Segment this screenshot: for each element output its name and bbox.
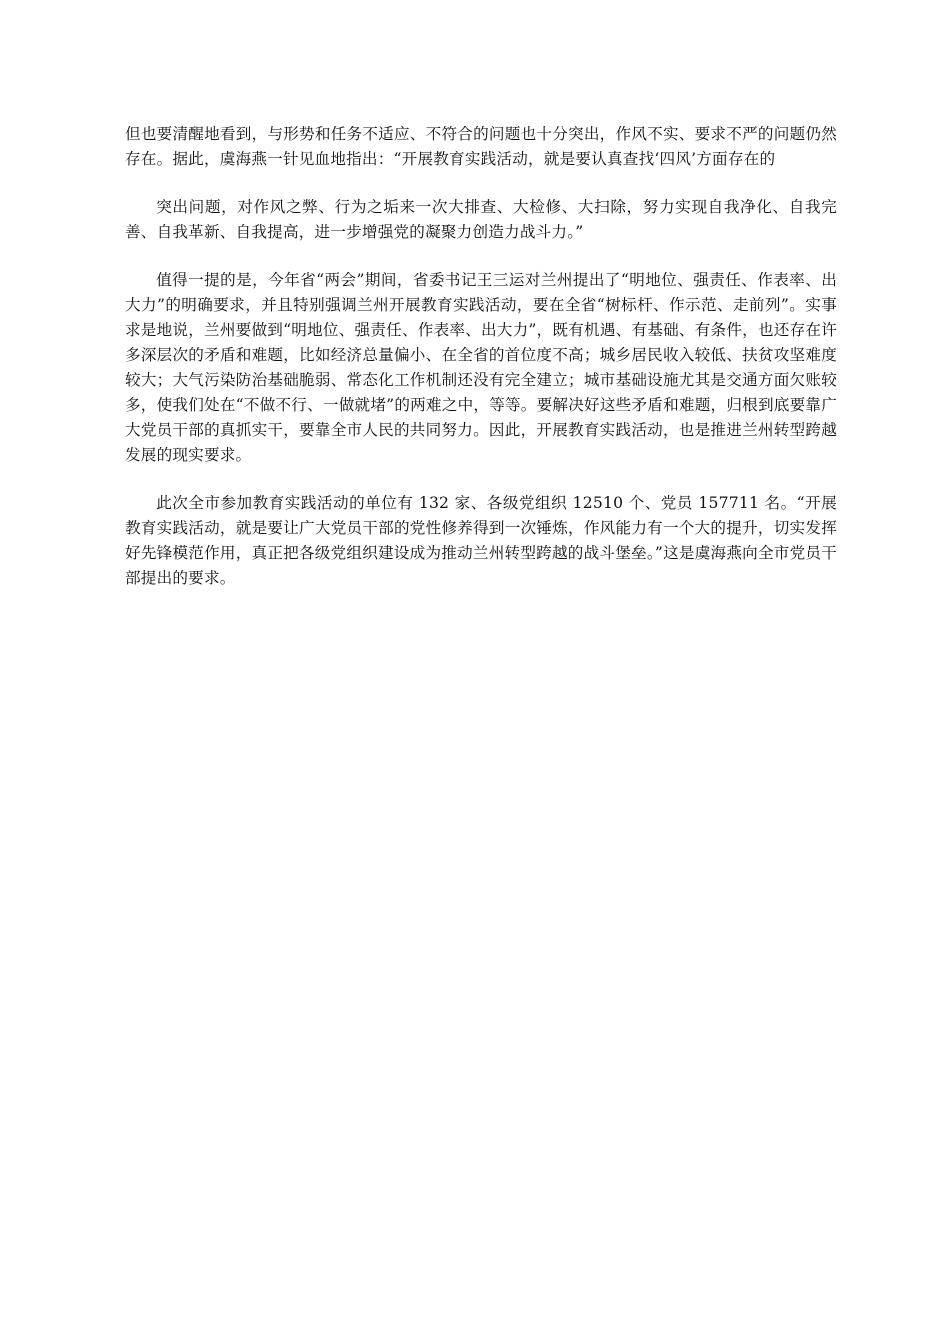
paragraph-3: 值得一提的是，今年省“两会”期间，省委书记王三运对兰州提出了“明地位、强责任、作表率、出大力”的明确要求，并且特别强调兰州开展教育实践活动，要在全省“树标杆、作示范、走前列”。实事求是地说，兰州要做到“明地位、强责任、作表率、出大力”，既有机遇、有基础、有条件，也还存在许多深层次的矛盾和难题，比如经济总量偏小、在全省的首位度不高；城乡居民收入较低、扶贫攻坚难度较大；大气污染防治基础脆弱、常态化工作机制还没有完全建立；城市基础设施尤其是交通方面欠账较多，使我们处在“不做不行、一做就堵”的两难之中，等等。要解决好这些矛盾和难题，归根到底要靠广大党员干部的真抓实干，要靠全市人民的共同努力。因此，开展教育实践活动，也是推进兰州转型跨越发展的现实要求。 (125, 271, 837, 464)
paragraph-4: 此次全市参加教育实践活动的单位有 132 家、各级党组织 12510 个、党员 157711 名。“开展教育实践活动，就是要让广大党员干部的党性修养得到一次锤炼，作风能力有一个大的提升，切实发挥好先锋模范作用，真正把各级党组织建设成为推动兰州转型跨越的战斗堡垒。”这是虞海燕向全市党员干部提出的要求。 (125, 494, 837, 587)
paragraph-1: 但也要清醒地看到，与形势和任务不适应、不符合的问题也十分突出，作风不实、要求不严的问题仍然存在。据此，虞海燕一针见血地指出：“开展教育实践活动，就是要认真查找‘四风’方面存在的 (125, 125, 837, 168)
paragraph-2: 突出问题，对作风之弊、行为之垢来一次大排查、大检修、大扫除，努力实现自我净化、自我完善、自我革新、自我提高，进一步增强党的凝聚力创造力战斗力。” (125, 198, 837, 241)
document-body (125, 122, 837, 591)
